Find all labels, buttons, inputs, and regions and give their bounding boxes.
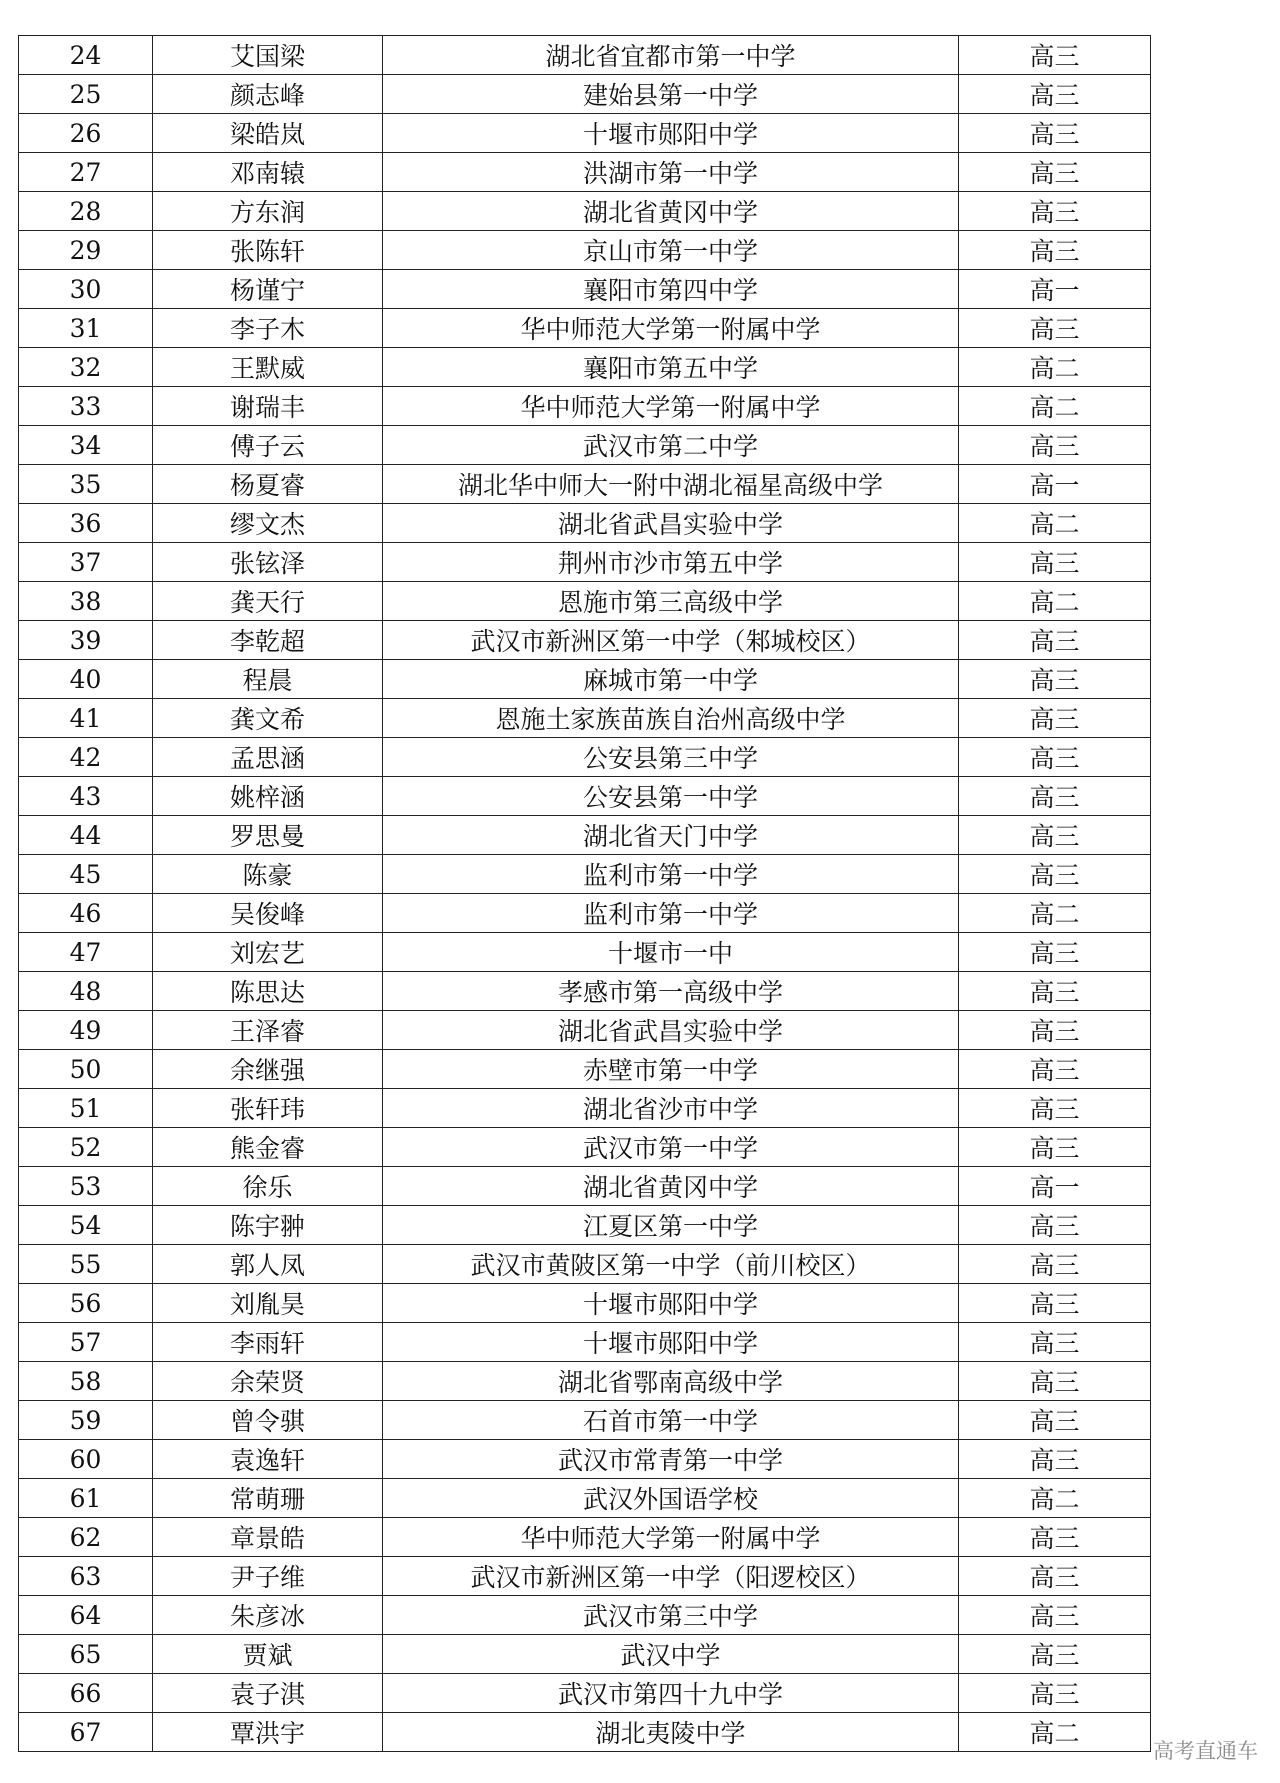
grade-cell: 高三: [959, 1089, 1151, 1128]
grade-cell: 高三: [959, 1401, 1151, 1440]
row-number-cell: 28: [19, 192, 153, 231]
student-name-cell: 熊金睿: [153, 1128, 383, 1167]
student-name-cell: 张铉泽: [153, 543, 383, 582]
row-number-cell: 55: [19, 1245, 153, 1284]
student-name-cell: 陈思达: [153, 972, 383, 1011]
grade-cell: 高三: [959, 1674, 1151, 1713]
school-name-cell: 京山市第一中学: [383, 231, 959, 270]
table-row: [19, 738, 1151, 777]
row-number-cell: 27: [19, 153, 153, 192]
school-name-cell: 华中师范大学第一附属中学: [383, 1518, 959, 1557]
school-name-cell: 武汉市第四十九中学: [383, 1674, 959, 1713]
row-number-cell: 64: [19, 1596, 153, 1635]
grade-cell: 高三: [959, 855, 1151, 894]
student-name-cell: 覃洪宇: [153, 1713, 383, 1752]
table-row: [19, 1674, 1151, 1713]
table-row: [19, 1596, 1151, 1635]
school-name-cell: 湖北省武昌实验中学: [383, 1011, 959, 1050]
student-name-cell: 刘胤昊: [153, 1284, 383, 1323]
grade-cell: 高三: [959, 972, 1151, 1011]
student-name-cell: 吴俊峰: [153, 894, 383, 933]
school-name-cell: 襄阳市第四中学: [383, 270, 959, 309]
student-name-cell: 王默威: [153, 348, 383, 387]
row-number-cell: 31: [19, 309, 153, 348]
table-row: [19, 699, 1151, 738]
table-row: [19, 192, 1151, 231]
student-name-cell: 张轩玮: [153, 1089, 383, 1128]
table-row: [19, 1557, 1151, 1596]
grade-cell: 高三: [959, 738, 1151, 777]
student-name-cell: 孟思涵: [153, 738, 383, 777]
grade-cell: 高三: [959, 153, 1151, 192]
school-name-cell: 武汉外国语学校: [383, 1479, 959, 1518]
row-number-cell: 26: [19, 114, 153, 153]
table-row: [19, 504, 1151, 543]
school-name-cell: 麻城市第一中学: [383, 660, 959, 699]
award-roster-table: [18, 35, 1151, 1752]
table-row: [19, 153, 1151, 192]
row-number-cell: 38: [19, 582, 153, 621]
grade-cell: 高三: [959, 1635, 1151, 1674]
school-name-cell: 十堰市郧阳中学: [383, 114, 959, 153]
student-name-cell: 颜志峰: [153, 75, 383, 114]
row-number-cell: 62: [19, 1518, 153, 1557]
student-name-cell: 余荣贤: [153, 1362, 383, 1401]
table-row: [19, 1635, 1151, 1674]
school-name-cell: 武汉市第三中学: [383, 1596, 959, 1635]
school-name-cell: 湖北华中师大一附中湖北福星高级中学: [383, 465, 959, 504]
table-row: [19, 1089, 1151, 1128]
row-number-cell: 43: [19, 777, 153, 816]
grade-cell: 高三: [959, 1596, 1151, 1635]
student-name-cell: 尹子维: [153, 1557, 383, 1596]
student-name-cell: 罗思曼: [153, 816, 383, 855]
table-row: [19, 1245, 1151, 1284]
row-number-cell: 56: [19, 1284, 153, 1323]
student-name-cell: 常萌珊: [153, 1479, 383, 1518]
row-number-cell: 52: [19, 1128, 153, 1167]
student-name-cell: 朱彦冰: [153, 1596, 383, 1635]
grade-cell: 高三: [959, 1440, 1151, 1479]
row-number-cell: 51: [19, 1089, 153, 1128]
school-name-cell: 十堰市郧阳中学: [383, 1323, 959, 1362]
school-name-cell: 监利市第一中学: [383, 894, 959, 933]
school-name-cell: 恩施市第三高级中学: [383, 582, 959, 621]
row-number-cell: 39: [19, 621, 153, 660]
table-row: [19, 660, 1151, 699]
grade-cell: 高三: [959, 777, 1151, 816]
grade-cell: 高二: [959, 582, 1151, 621]
row-number-cell: 42: [19, 738, 153, 777]
student-name-cell: 龚文希: [153, 699, 383, 738]
school-name-cell: 湖北省沙市中学: [383, 1089, 959, 1128]
grade-cell: 高三: [959, 231, 1151, 270]
grade-cell: 高三: [959, 1245, 1151, 1284]
table-row: [19, 855, 1151, 894]
student-name-cell: 缪文杰: [153, 504, 383, 543]
grade-cell: 高二: [959, 1479, 1151, 1518]
grade-cell: 高三: [959, 1128, 1151, 1167]
student-name-cell: 程晨: [153, 660, 383, 699]
school-name-cell: 湖北省武昌实验中学: [383, 504, 959, 543]
table-row: [19, 75, 1151, 114]
student-name-cell: 徐乐: [153, 1167, 383, 1206]
row-number-cell: 41: [19, 699, 153, 738]
table-row: [19, 1362, 1151, 1401]
school-name-cell: 石首市第一中学: [383, 1401, 959, 1440]
table-row: [19, 1401, 1151, 1440]
grade-cell: 高二: [959, 387, 1151, 426]
row-number-cell: 44: [19, 816, 153, 855]
student-name-cell: 龚天行: [153, 582, 383, 621]
grade-cell: 高三: [959, 1557, 1151, 1596]
student-name-cell: 李子木: [153, 309, 383, 348]
row-number-cell: 34: [19, 426, 153, 465]
table-row: [19, 231, 1151, 270]
table-row: [19, 621, 1151, 660]
grade-cell: 高三: [959, 1050, 1151, 1089]
table-row: [19, 114, 1151, 153]
row-number-cell: 57: [19, 1323, 153, 1362]
row-number-cell: 65: [19, 1635, 153, 1674]
row-number-cell: 35: [19, 465, 153, 504]
grade-cell: 高三: [959, 543, 1151, 582]
grade-cell: 高三: [959, 621, 1151, 660]
table-row: [19, 582, 1151, 621]
grade-cell: 高三: [959, 426, 1151, 465]
student-name-cell: 章景皓: [153, 1518, 383, 1557]
row-number-cell: 63: [19, 1557, 153, 1596]
table-row: [19, 816, 1151, 855]
table-row: [19, 270, 1151, 309]
student-name-cell: 方东润: [153, 192, 383, 231]
row-number-cell: 36: [19, 504, 153, 543]
table-row: [19, 1050, 1151, 1089]
grade-cell: 高二: [959, 894, 1151, 933]
table-row: [19, 1323, 1151, 1362]
watermark-text: 高考直通车: [1153, 1739, 1258, 1763]
student-name-cell: 杨谨宁: [153, 270, 383, 309]
table-row: [19, 777, 1151, 816]
row-number-cell: 58: [19, 1362, 153, 1401]
table-row: [19, 543, 1151, 582]
student-name-cell: 袁子淇: [153, 1674, 383, 1713]
table-row: [19, 1479, 1151, 1518]
row-number-cell: 25: [19, 75, 153, 114]
grade-cell: 高三: [959, 1323, 1151, 1362]
school-name-cell: 十堰市一中: [383, 933, 959, 972]
table-row: [19, 1206, 1151, 1245]
school-name-cell: 恩施土家族苗族自治州高级中学: [383, 699, 959, 738]
grade-cell: 高三: [959, 1284, 1151, 1323]
school-name-cell: 湖北省黄冈中学: [383, 192, 959, 231]
row-number-cell: 32: [19, 348, 153, 387]
grade-cell: 高二: [959, 504, 1151, 543]
grade-cell: 高三: [959, 699, 1151, 738]
row-number-cell: 53: [19, 1167, 153, 1206]
grade-cell: 高三: [959, 1518, 1151, 1557]
row-number-cell: 40: [19, 660, 153, 699]
school-name-cell: 湖北省宜都市第一中学: [383, 36, 959, 75]
school-name-cell: 华中师范大学第一附属中学: [383, 387, 959, 426]
grade-cell: 高三: [959, 1011, 1151, 1050]
student-name-cell: 贾斌: [153, 1635, 383, 1674]
school-name-cell: 建始县第一中学: [383, 75, 959, 114]
table-row: [19, 387, 1151, 426]
school-name-cell: 湖北省鄂南高级中学: [383, 1362, 959, 1401]
student-name-cell: 邓南辕: [153, 153, 383, 192]
school-name-cell: 武汉市第一中学: [383, 1128, 959, 1167]
table-row: [19, 309, 1151, 348]
school-name-cell: 湖北省黄冈中学: [383, 1167, 959, 1206]
table-row: [19, 36, 1151, 75]
student-name-cell: 刘宏艺: [153, 933, 383, 972]
row-number-cell: 33: [19, 387, 153, 426]
row-number-cell: 46: [19, 894, 153, 933]
student-name-cell: 曾令骐: [153, 1401, 383, 1440]
student-name-cell: 陈豪: [153, 855, 383, 894]
grade-cell: 高二: [959, 348, 1151, 387]
student-name-cell: 余继强: [153, 1050, 383, 1089]
school-name-cell: 武汉市新洲区第一中学（阳逻校区）: [383, 1557, 959, 1596]
row-number-cell: 60: [19, 1440, 153, 1479]
grade-cell: 高一: [959, 1167, 1151, 1206]
school-name-cell: 洪湖市第一中学: [383, 153, 959, 192]
student-name-cell: 姚梓涵: [153, 777, 383, 816]
school-name-cell: 十堰市郧阳中学: [383, 1284, 959, 1323]
row-number-cell: 67: [19, 1713, 153, 1752]
grade-cell: 高三: [959, 660, 1151, 699]
grade-cell: 高三: [959, 1362, 1151, 1401]
grade-cell: 高三: [959, 1206, 1151, 1245]
school-name-cell: 武汉市第二中学: [383, 426, 959, 465]
school-name-cell: 江夏区第一中学: [383, 1206, 959, 1245]
school-name-cell: 襄阳市第五中学: [383, 348, 959, 387]
grade-cell: 高三: [959, 933, 1151, 972]
school-name-cell: 孝感市第一高级中学: [383, 972, 959, 1011]
student-name-cell: 艾国梁: [153, 36, 383, 75]
grade-cell: 高三: [959, 36, 1151, 75]
student-name-cell: 袁逸轩: [153, 1440, 383, 1479]
table-row: [19, 894, 1151, 933]
table-row: [19, 1284, 1151, 1323]
student-name-cell: 梁皓岚: [153, 114, 383, 153]
row-number-cell: 47: [19, 933, 153, 972]
table-row: [19, 1011, 1151, 1050]
table-row: [19, 972, 1151, 1011]
row-number-cell: 29: [19, 231, 153, 270]
row-number-cell: 49: [19, 1011, 153, 1050]
table-row: [19, 1440, 1151, 1479]
student-name-cell: 杨夏睿: [153, 465, 383, 504]
table-row: [19, 426, 1151, 465]
student-name-cell: 王泽睿: [153, 1011, 383, 1050]
row-number-cell: 61: [19, 1479, 153, 1518]
grade-cell: 高一: [959, 270, 1151, 309]
grade-cell: 高三: [959, 192, 1151, 231]
grade-cell: 高二: [959, 1713, 1151, 1752]
table-row: [19, 1167, 1151, 1206]
row-number-cell: 24: [19, 36, 153, 75]
table-row: [19, 348, 1151, 387]
grade-cell: 高三: [959, 75, 1151, 114]
school-name-cell: 湖北夷陵中学: [383, 1713, 959, 1752]
student-name-cell: 陈宇翀: [153, 1206, 383, 1245]
school-name-cell: 武汉市新洲区第一中学（邾城校区）: [383, 621, 959, 660]
school-name-cell: 华中师范大学第一附属中学: [383, 309, 959, 348]
student-name-cell: 李乾超: [153, 621, 383, 660]
school-name-cell: 武汉市黄陂区第一中学（前川校区）: [383, 1245, 959, 1284]
school-name-cell: 武汉中学: [383, 1635, 959, 1674]
row-number-cell: 30: [19, 270, 153, 309]
student-name-cell: 郭人凤: [153, 1245, 383, 1284]
student-name-cell: 张陈轩: [153, 231, 383, 270]
school-name-cell: 武汉市常青第一中学: [383, 1440, 959, 1479]
row-number-cell: 48: [19, 972, 153, 1011]
table-row: [19, 933, 1151, 972]
grade-cell: 高三: [959, 114, 1151, 153]
grade-cell: 高三: [959, 309, 1151, 348]
table-row: [19, 1518, 1151, 1557]
student-name-cell: 李雨轩: [153, 1323, 383, 1362]
table-row: [19, 1128, 1151, 1167]
grade-cell: 高三: [959, 816, 1151, 855]
student-name-cell: 傅子云: [153, 426, 383, 465]
row-number-cell: 54: [19, 1206, 153, 1245]
row-number-cell: 37: [19, 543, 153, 582]
school-name-cell: 荆州市沙市第五中学: [383, 543, 959, 582]
row-number-cell: 66: [19, 1674, 153, 1713]
school-name-cell: 赤壁市第一中学: [383, 1050, 959, 1089]
row-number-cell: 50: [19, 1050, 153, 1089]
school-name-cell: 公安县第三中学: [383, 738, 959, 777]
row-number-cell: 59: [19, 1401, 153, 1440]
row-number-cell: 45: [19, 855, 153, 894]
school-name-cell: 监利市第一中学: [383, 855, 959, 894]
student-name-cell: 谢瑞丰: [153, 387, 383, 426]
table-row: [19, 465, 1151, 504]
school-name-cell: 公安县第一中学: [383, 777, 959, 816]
school-name-cell: 湖北省天门中学: [383, 816, 959, 855]
table-row: [19, 1713, 1151, 1752]
roster-body: [19, 36, 1151, 1752]
grade-cell: 高一: [959, 465, 1151, 504]
